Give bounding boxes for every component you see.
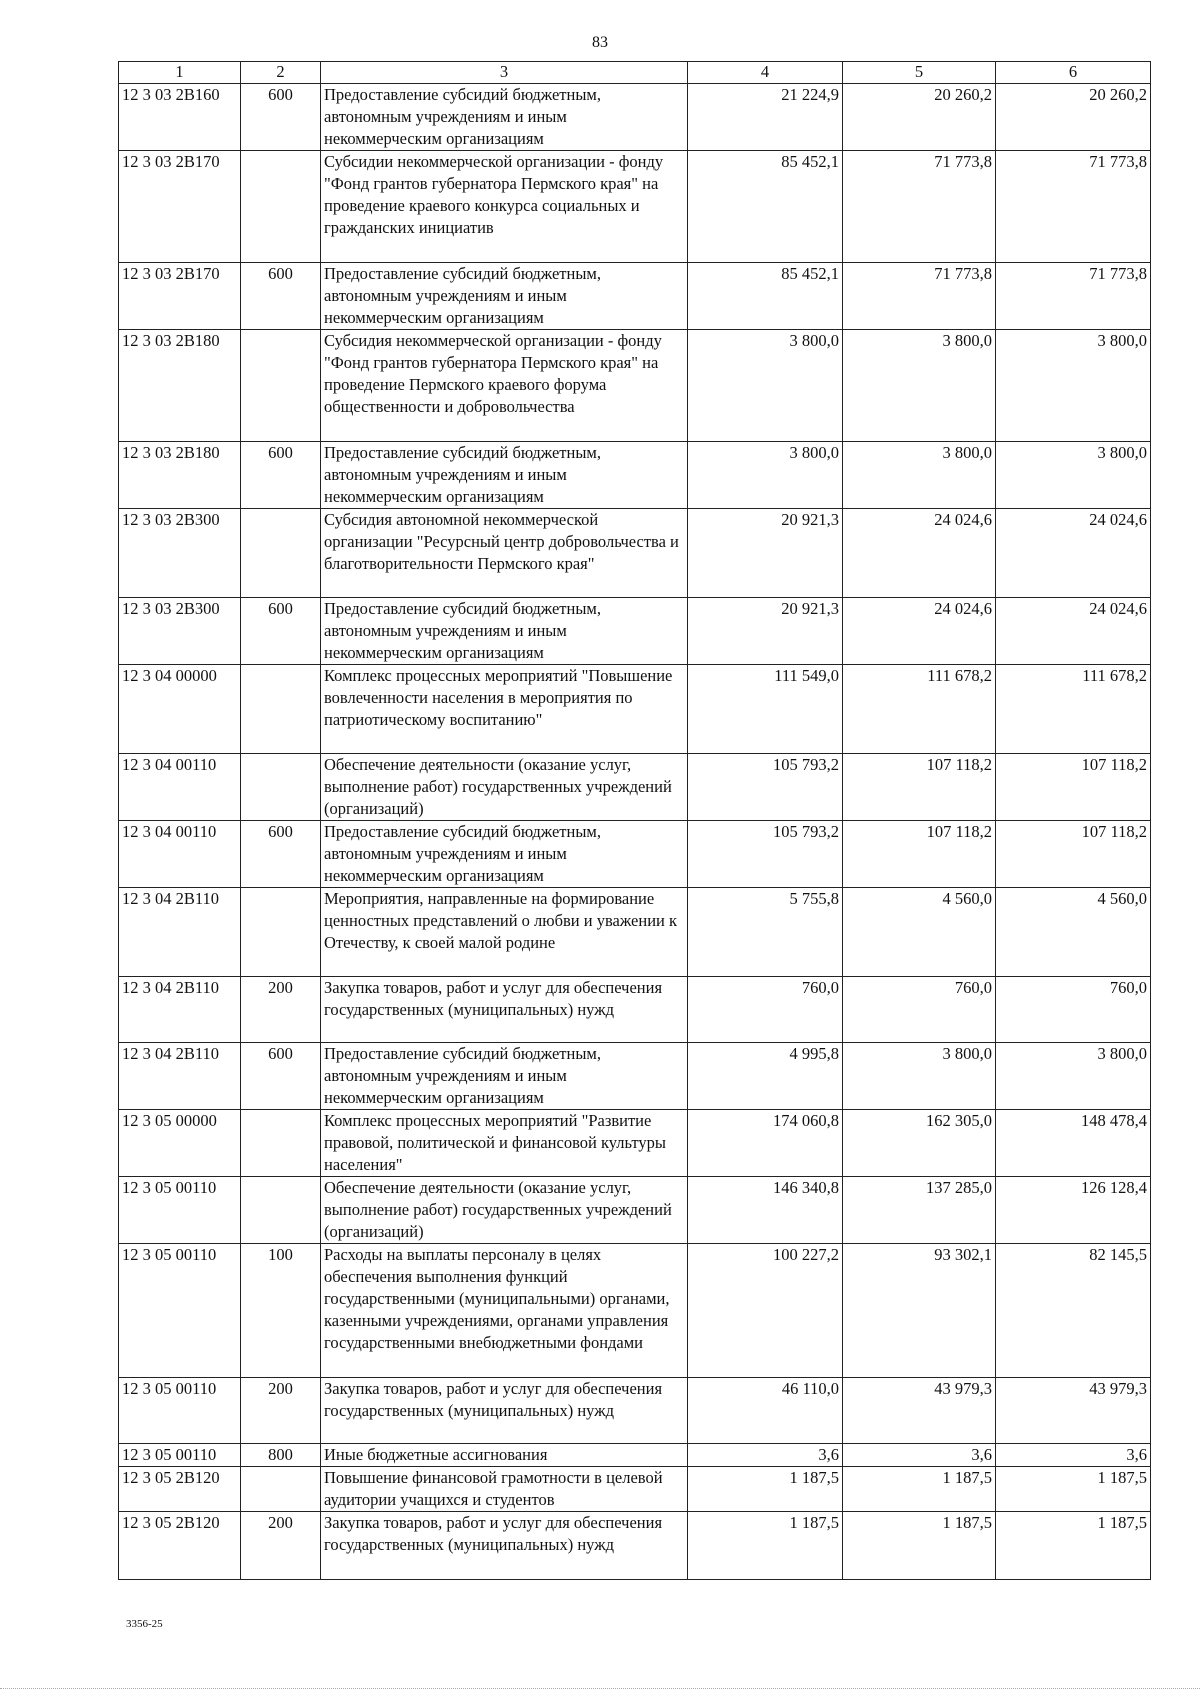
description-cell: Закупка товаров, работ и услуг для обеспечения государственных (муниципальных) нужд [321,977,688,1043]
amount-col5-cell: 1 187,5 [843,1467,996,1512]
amount-col5-cell: 3 800,0 [843,330,996,442]
budget-code-cell: 12 3 04 2B110 [119,977,241,1043]
page-number: 83 [592,34,608,51]
column-header: 5 [843,62,996,84]
amount-col4-cell: 4 995,8 [688,1043,843,1110]
column-header: 4 [688,62,843,84]
column-header: 3 [321,62,688,84]
description-cell: Предоставление субсидий бюджетным, автономным учреждениям и иным некоммерческим организациям [321,442,688,509]
budget-code-cell: 12 3 05 2B120 [119,1467,241,1512]
amount-col5-cell: 107 118,2 [843,754,996,821]
amount-col6-cell: 3 800,0 [996,442,1151,509]
table-row [119,888,1151,977]
amount-col6-cell: 24 024,6 [996,598,1151,665]
expense-type-cell: 600 [241,442,321,509]
expense-type-cell: 600 [241,263,321,330]
amount-col6-cell: 82 145,5 [996,1244,1151,1378]
description-cell: Иные бюджетные ассигнования [321,1444,688,1467]
amount-col6-cell: 71 773,8 [996,151,1151,263]
amount-col6-cell: 107 118,2 [996,754,1151,821]
amount-col6-cell: 3 800,0 [996,330,1151,442]
amount-col5-cell: 3 800,0 [843,1043,996,1110]
table-row [119,821,1151,888]
budget-code-cell: 12 3 03 2B300 [119,598,241,665]
amount-col4-cell: 146 340,8 [688,1177,843,1244]
table-row [119,1444,1151,1467]
amount-col6-cell: 20 260,2 [996,84,1151,151]
amount-col4-cell: 85 452,1 [688,151,843,263]
expense-type-cell [241,509,321,598]
amount-col5-cell: 3,6 [843,1444,996,1467]
description-cell: Субсидия автономной некоммерческой организации "Ресурсный центр добровольчества и благотворительности Пермского края" [321,509,688,598]
amount-col5-cell: 71 773,8 [843,263,996,330]
budget-code-cell: 12 3 05 00110 [119,1378,241,1444]
amount-col6-cell: 126 128,4 [996,1177,1151,1244]
budget-code-cell: 12 3 05 2B120 [119,1512,241,1580]
amount-col4-cell: 3 800,0 [688,330,843,442]
budget-code-cell: 12 3 05 00000 [119,1110,241,1177]
table-row [119,151,1151,263]
budget-code-cell: 12 3 05 00110 [119,1444,241,1467]
description-cell: Предоставление субсидий бюджетным, автономным учреждениям и иным некоммерческим организациям [321,598,688,665]
amount-col4-cell: 760,0 [688,977,843,1043]
amount-col4-cell: 21 224,9 [688,84,843,151]
amount-col5-cell: 24 024,6 [843,598,996,665]
description-cell: Закупка товаров, работ и услуг для обеспечения государственных (муниципальных) нужд [321,1512,688,1580]
table-row [119,442,1151,509]
budget-table [118,61,1151,1580]
amount-col4-cell: 174 060,8 [688,1110,843,1177]
amount-col4-cell: 111 549,0 [688,665,843,754]
expense-type-cell: 600 [241,821,321,888]
budget-code-cell: 12 3 03 2B170 [119,151,241,263]
description-cell: Повышение финансовой грамотности в целевой аудитории учащихся и студентов [321,1467,688,1512]
amount-col4-cell: 5 755,8 [688,888,843,977]
expense-type-cell: 200 [241,1378,321,1444]
amount-col4-cell: 105 793,2 [688,754,843,821]
column-header: 1 [119,62,241,84]
amount-col5-cell: 162 305,0 [843,1110,996,1177]
expense-type-cell: 100 [241,1244,321,1378]
expense-type-cell: 600 [241,1043,321,1110]
budget-code-cell: 12 3 04 2B110 [119,1043,241,1110]
amount-col5-cell: 24 024,6 [843,509,996,598]
amount-col5-cell: 137 285,0 [843,1177,996,1244]
table-row [119,665,1151,754]
expense-type-cell [241,1467,321,1512]
budget-code-cell: 12 3 03 2B160 [119,84,241,151]
amount-col6-cell: 760,0 [996,977,1151,1043]
amount-col6-cell: 3 800,0 [996,1043,1151,1110]
amount-col4-cell: 3,6 [688,1444,843,1467]
amount-col4-cell: 105 793,2 [688,821,843,888]
description-cell: Предоставление субсидий бюджетным, автономным учреждениям и иным некоммерческим организациям [321,1043,688,1110]
description-cell: Предоставление субсидий бюджетным, автономным учреждениям и иным некоммерческим организациям [321,821,688,888]
amount-col6-cell: 43 979,3 [996,1378,1151,1444]
amount-col6-cell: 1 187,5 [996,1467,1151,1512]
budget-code-cell: 12 3 03 2B180 [119,442,241,509]
expense-type-cell: 600 [241,598,321,665]
table-row [119,1110,1151,1177]
expense-type-cell: 600 [241,84,321,151]
description-cell: Комплекс процессных мероприятий "Повышение вовлеченности населения в мероприятия по патриотическому воспитанию" [321,665,688,754]
expense-type-cell [241,754,321,821]
description-cell: Субсидия некоммерческой организации - фонду "Фонд грантов губернатора Пермского края" на проведение Пермского краевого форума общественности и добровольчества [321,330,688,442]
amount-col4-cell: 1 187,5 [688,1467,843,1512]
amount-col5-cell: 760,0 [843,977,996,1043]
amount-col6-cell: 3,6 [996,1444,1151,1467]
description-cell: Обеспечение деятельности (оказание услуг, выполнение работ) государственных учреждений (организаций) [321,754,688,821]
budget-code-cell: 12 3 05 00110 [119,1177,241,1244]
expense-type-cell [241,665,321,754]
amount-col5-cell: 93 302,1 [843,1244,996,1378]
description-cell: Субсидии некоммерческой организации - фонду "Фонд грантов губернатора Пермского края" на проведение краевого конкурса социальных и гражданских инициатив [321,151,688,263]
table-row [119,1512,1151,1580]
expense-type-cell: 800 [241,1444,321,1467]
bottom-divider [0,1688,1200,1689]
amount-col5-cell: 43 979,3 [843,1378,996,1444]
amount-col4-cell: 46 110,0 [688,1378,843,1444]
budget-code-cell: 12 3 04 2B110 [119,888,241,977]
budget-code-cell: 12 3 03 2B180 [119,330,241,442]
budget-code-cell: 12 3 05 00110 [119,1244,241,1378]
column-header: 6 [996,62,1151,84]
amount-col5-cell: 111 678,2 [843,665,996,754]
description-cell: Расходы на выплаты персоналу в целях обеспечения выполнения функций государственными (муниципальными) органами, казенными учреждениями, органами управления государственными внебюджетными фондами [321,1244,688,1378]
description-cell: Закупка товаров, работ и услуг для обеспечения государственных (муниципальных) нужд [321,1378,688,1444]
table-row [119,977,1151,1043]
budget-code-cell: 12 3 03 2B170 [119,263,241,330]
budget-code-cell: 12 3 04 00110 [119,821,241,888]
amount-col6-cell: 24 024,6 [996,509,1151,598]
budget-code-cell: 12 3 04 00000 [119,665,241,754]
budget-code-cell: 12 3 03 2B300 [119,509,241,598]
amount-col6-cell: 111 678,2 [996,665,1151,754]
description-cell: Комплекс процессных мероприятий "Развитие правовой, политической и финансовой культуры населения" [321,1110,688,1177]
amount-col4-cell: 100 227,2 [688,1244,843,1378]
table-row [119,754,1151,821]
description-cell: Предоставление субсидий бюджетным, автономным учреждениям и иным некоммерческим организациям [321,263,688,330]
table-row [119,1043,1151,1110]
table-row [119,330,1151,442]
amount-col5-cell: 107 118,2 [843,821,996,888]
table-row [119,263,1151,330]
amount-col4-cell: 1 187,5 [688,1512,843,1580]
description-cell: Обеспечение деятельности (оказание услуг, выполнение работ) государственных учреждений (организаций) [321,1177,688,1244]
expense-type-cell [241,1177,321,1244]
amount-col5-cell: 1 187,5 [843,1512,996,1580]
document-code: 3356-25 [126,1618,163,1630]
table-row [119,1467,1151,1512]
expense-type-cell: 200 [241,977,321,1043]
table-row [119,1378,1151,1444]
description-cell: Мероприятия, направленные на формирование ценностных представлений о любви и уважении к Отечеству, к своей малой родине [321,888,688,977]
expense-type-cell: 200 [241,1512,321,1580]
table-row [119,509,1151,598]
amount-col4-cell: 20 921,3 [688,509,843,598]
amount-col6-cell: 71 773,8 [996,263,1151,330]
amount-col4-cell: 85 452,1 [688,263,843,330]
amount-col6-cell: 107 118,2 [996,821,1151,888]
table-row [119,84,1151,151]
amount-col5-cell: 3 800,0 [843,442,996,509]
amount-col4-cell: 3 800,0 [688,442,843,509]
table-row [119,598,1151,665]
amount-col5-cell: 4 560,0 [843,888,996,977]
expense-type-cell [241,151,321,263]
amount-col5-cell: 71 773,8 [843,151,996,263]
description-cell: Предоставление субсидий бюджетным, автономным учреждениям и иным некоммерческим организациям [321,84,688,151]
expense-type-cell [241,330,321,442]
amount-col5-cell: 20 260,2 [843,84,996,151]
amount-col6-cell: 148 478,4 [996,1110,1151,1177]
table-row [119,1177,1151,1244]
budget-code-cell: 12 3 04 00110 [119,754,241,821]
amount-col4-cell: 20 921,3 [688,598,843,665]
column-header: 2 [241,62,321,84]
expense-type-cell [241,1110,321,1177]
table-header-row [119,62,1151,84]
amount-col6-cell: 1 187,5 [996,1512,1151,1580]
table-row [119,1244,1151,1378]
amount-col6-cell: 4 560,0 [996,888,1151,977]
expense-type-cell [241,888,321,977]
